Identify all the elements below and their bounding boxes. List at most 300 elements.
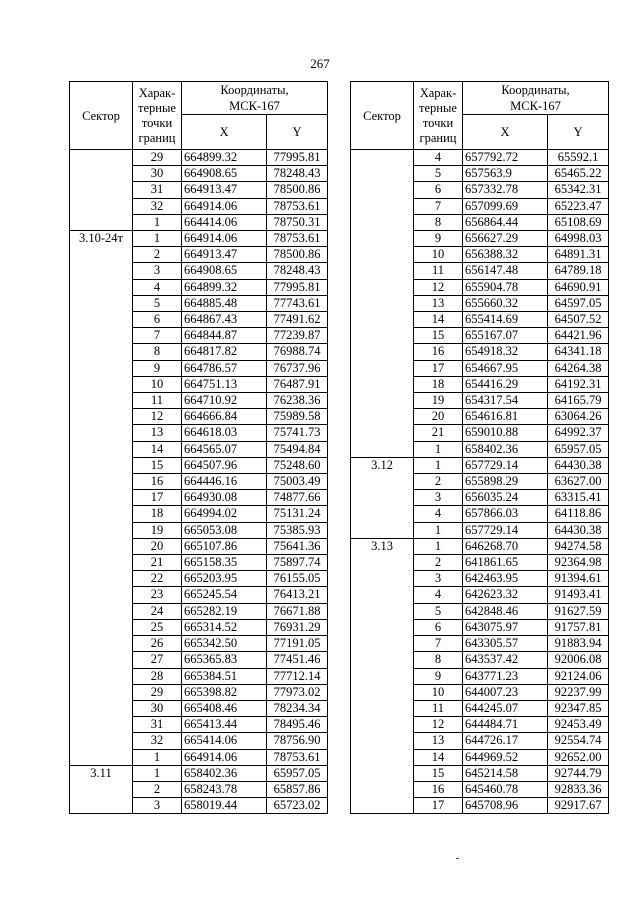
x-coordinate-cell: 656864.44 (463, 214, 548, 230)
sector-cell (351, 700, 414, 716)
table-row (70, 457, 328, 473)
x-coordinate-cell: 657729.14 (463, 457, 548, 473)
x-coordinate-cell: 657563.9 (463, 166, 548, 182)
table-row (351, 247, 609, 263)
sector-cell (70, 636, 133, 652)
point-number-cell: 10 (414, 684, 463, 700)
table-row (70, 360, 328, 376)
sector-cell (351, 279, 414, 295)
header-x: X (182, 115, 267, 150)
sector-cell (351, 555, 414, 571)
sector-cell (70, 295, 133, 311)
point-number-cell: 1 (133, 749, 182, 765)
x-coordinate-cell: 664867.43 (182, 312, 267, 328)
sector-cell (351, 603, 414, 619)
point-number-cell: 4 (414, 150, 463, 166)
x-coordinate-cell: 664914.06 (182, 749, 267, 765)
table-row (70, 717, 328, 733)
point-number-cell: 7 (414, 198, 463, 214)
x-coordinate-cell: 658019.44 (182, 798, 267, 814)
x-coordinate-cell: 664844.87 (182, 328, 267, 344)
point-number-cell: 1 (414, 457, 463, 473)
point-number-cell: 22 (133, 571, 182, 587)
sector-cell (70, 684, 133, 700)
y-coordinate-cell: 64992.37 (548, 425, 609, 441)
y-coordinate-cell: 92364.98 (548, 555, 609, 571)
table-row (70, 441, 328, 457)
table-row (70, 312, 328, 328)
coordinates-table-right (350, 81, 609, 814)
y-coordinate-cell: 64597.05 (548, 295, 609, 311)
y-coordinate-cell: 65465.22 (548, 166, 609, 182)
sector-cell (351, 474, 414, 490)
sector-cell (351, 765, 414, 781)
x-coordinate-cell: 658402.36 (182, 765, 267, 781)
point-number-cell: 31 (133, 182, 182, 198)
sector-cell (351, 684, 414, 700)
point-number-cell: 23 (133, 587, 182, 603)
x-coordinate-cell: 654616.81 (463, 409, 548, 425)
table-row (70, 328, 328, 344)
y-coordinate-cell: 63627.00 (548, 474, 609, 490)
y-coordinate-cell: 91493.41 (548, 587, 609, 603)
table-row (70, 587, 328, 603)
sector-cell (351, 441, 414, 457)
point-number-cell: 32 (133, 733, 182, 749)
table-row (70, 555, 328, 571)
point-number-cell: 18 (133, 506, 182, 522)
table-row (70, 150, 328, 166)
sector-cell (351, 263, 414, 279)
table-row (351, 393, 609, 409)
y-coordinate-cell: 92124.06 (548, 668, 609, 684)
point-number-cell: 8 (414, 652, 463, 668)
y-coordinate-cell: 75494.84 (267, 441, 328, 457)
x-coordinate-cell: 642463.95 (463, 571, 548, 587)
table-row (70, 619, 328, 635)
x-coordinate-cell: 644484.71 (463, 717, 548, 733)
x-coordinate-cell: 659010.88 (463, 425, 548, 441)
point-number-cell: 13 (414, 733, 463, 749)
coordinates-table-right-body (351, 150, 609, 814)
x-coordinate-cell: 656388.32 (463, 247, 548, 263)
point-number-cell: 2 (133, 247, 182, 263)
y-coordinate-cell: 64430.38 (548, 457, 609, 473)
y-coordinate-cell: 64789.18 (548, 263, 609, 279)
table-row (351, 474, 609, 490)
sector-cell (351, 522, 414, 538)
sector-cell (70, 571, 133, 587)
y-coordinate-cell: 76155.05 (267, 571, 328, 587)
x-coordinate-cell: 664507.96 (182, 457, 267, 473)
sector-cell (70, 182, 133, 198)
x-coordinate-cell: 664913.47 (182, 182, 267, 198)
x-coordinate-cell: 641861.65 (463, 555, 548, 571)
x-coordinate-cell: 643305.57 (463, 636, 548, 652)
y-coordinate-cell: 63064.26 (548, 409, 609, 425)
sector-cell: 3.13 (351, 538, 414, 554)
sector-cell (351, 668, 414, 684)
coordinates-table-left (69, 81, 328, 814)
point-number-cell: 16 (414, 344, 463, 360)
sector-cell (351, 619, 414, 635)
point-number-cell: 7 (133, 328, 182, 344)
point-number-cell: 8 (133, 344, 182, 360)
table-row (70, 344, 328, 360)
table-row (351, 214, 609, 230)
header-coordinates (182, 82, 328, 115)
table-row (70, 490, 328, 506)
header-coordinates (463, 82, 609, 115)
x-coordinate-cell: 665408.46 (182, 700, 267, 716)
x-coordinate-cell: 665342.50 (182, 636, 267, 652)
y-coordinate-cell: 92833.36 (548, 781, 609, 797)
point-number-cell: 25 (133, 619, 182, 635)
x-coordinate-cell: 656035.24 (463, 490, 548, 506)
point-number-cell: 13 (133, 425, 182, 441)
point-number-cell: 3 (414, 571, 463, 587)
point-number-cell: 16 (414, 781, 463, 797)
y-coordinate-cell: 78750.31 (267, 214, 328, 230)
table-row (70, 781, 328, 797)
y-coordinate-cell: 78753.61 (267, 198, 328, 214)
y-coordinate-cell: 75897.74 (267, 555, 328, 571)
sector-cell (70, 619, 133, 635)
y-coordinate-cell: 74877.66 (267, 490, 328, 506)
table-row (351, 668, 609, 684)
sector-cell (351, 328, 414, 344)
x-coordinate-cell: 665365.83 (182, 652, 267, 668)
y-coordinate-cell: 65223.47 (548, 198, 609, 214)
y-coordinate-cell: 78248.43 (267, 263, 328, 279)
y-coordinate-cell: 78753.61 (267, 231, 328, 247)
x-coordinate-cell: 665158.35 (182, 555, 267, 571)
x-coordinate-cell: 655660.32 (463, 295, 548, 311)
point-number-cell: 14 (414, 312, 463, 328)
x-coordinate-cell: 664899.32 (182, 279, 267, 295)
table-row (70, 182, 328, 198)
table-row (351, 490, 609, 506)
x-coordinate-cell: 656147.48 (463, 263, 548, 279)
x-coordinate-cell: 645708.96 (463, 798, 548, 814)
table-row (351, 198, 609, 214)
y-coordinate-cell: 76487.91 (267, 376, 328, 392)
x-coordinate-cell: 655898.29 (463, 474, 548, 490)
point-number-cell: 1 (414, 441, 463, 457)
point-number-cell: 6 (133, 312, 182, 328)
x-coordinate-cell: 664885.48 (182, 295, 267, 311)
sector-cell (70, 700, 133, 716)
table-row (70, 214, 328, 230)
x-coordinate-cell: 665203.95 (182, 571, 267, 587)
point-number-cell: 15 (414, 765, 463, 781)
point-number-cell: 21 (133, 555, 182, 571)
table-row (351, 538, 609, 554)
sector-cell (351, 506, 414, 522)
table-row (351, 425, 609, 441)
x-coordinate-cell: 664899.32 (182, 150, 267, 166)
x-coordinate-cell: 654918.32 (463, 344, 548, 360)
y-coordinate-cell: 76413.21 (267, 587, 328, 603)
table-row (70, 231, 328, 247)
y-coordinate-cell: 77712.14 (267, 668, 328, 684)
x-coordinate-cell: 657332.78 (463, 182, 548, 198)
table-row (351, 150, 609, 166)
sector-cell (351, 344, 414, 360)
point-number-cell: 27 (133, 652, 182, 668)
table-row (70, 263, 328, 279)
sector-cell (70, 360, 133, 376)
sector-cell (70, 538, 133, 554)
y-coordinate-cell: 77191.05 (267, 636, 328, 652)
table-row (351, 263, 609, 279)
point-number-cell: 18 (414, 376, 463, 392)
table-row (351, 376, 609, 392)
x-coordinate-cell: 657729.14 (463, 522, 548, 538)
y-coordinate-cell: 64998.03 (548, 231, 609, 247)
point-number-cell: 12 (414, 279, 463, 295)
x-coordinate-cell: 664914.06 (182, 231, 267, 247)
x-coordinate-cell: 664908.65 (182, 166, 267, 182)
table-row (351, 781, 609, 797)
sector-cell (351, 733, 414, 749)
y-coordinate-cell: 92554.74 (548, 733, 609, 749)
table-row (351, 603, 609, 619)
point-number-cell: 5 (414, 603, 463, 619)
point-number-cell: 16 (133, 474, 182, 490)
x-coordinate-cell: 654667.95 (463, 360, 548, 376)
header-coordinates-text: Координаты, МСК-167 (501, 83, 570, 113)
sector-cell (70, 733, 133, 749)
point-number-cell: 17 (414, 798, 463, 814)
table-row (70, 571, 328, 587)
point-number-cell: 3 (133, 798, 182, 814)
y-coordinate-cell: 76671.88 (267, 603, 328, 619)
point-number-cell: 26 (133, 636, 182, 652)
table-row (351, 344, 609, 360)
y-coordinate-cell: 64421.96 (548, 328, 609, 344)
sector-cell (70, 150, 133, 166)
table-row (70, 166, 328, 182)
point-number-cell: 32 (133, 198, 182, 214)
x-coordinate-cell: 654317.54 (463, 393, 548, 409)
sector-cell (70, 474, 133, 490)
x-coordinate-cell: 665314.52 (182, 619, 267, 635)
point-number-cell: 15 (133, 457, 182, 473)
y-coordinate-cell: 65108.69 (548, 214, 609, 230)
y-coordinate-cell: 75131.24 (267, 506, 328, 522)
table-row (351, 231, 609, 247)
table-row (351, 798, 609, 814)
table-row (70, 652, 328, 668)
sector-cell (351, 166, 414, 182)
x-coordinate-cell: 665384.51 (182, 668, 267, 684)
sector-cell (70, 603, 133, 619)
sector-cell (351, 360, 414, 376)
y-coordinate-cell: 92652.00 (548, 749, 609, 765)
sector-cell (351, 198, 414, 214)
sector-cell (351, 214, 414, 230)
x-coordinate-cell: 658243.78 (182, 781, 267, 797)
x-coordinate-cell: 665245.54 (182, 587, 267, 603)
x-coordinate-cell: 664914.06 (182, 198, 267, 214)
sector-cell (70, 781, 133, 797)
point-number-cell: 19 (133, 522, 182, 538)
x-coordinate-cell: 643075.97 (463, 619, 548, 635)
y-coordinate-cell: 78495.46 (267, 717, 328, 733)
x-coordinate-cell: 664414.06 (182, 214, 267, 230)
table-row (351, 506, 609, 522)
y-coordinate-cell: 78753.61 (267, 749, 328, 765)
x-coordinate-cell: 656627.29 (463, 231, 548, 247)
x-coordinate-cell: 642623.32 (463, 587, 548, 603)
sector-cell (70, 749, 133, 765)
y-coordinate-cell: 64192.31 (548, 376, 609, 392)
y-coordinate-cell: 75385.93 (267, 522, 328, 538)
x-coordinate-cell: 664913.47 (182, 247, 267, 263)
table-row (70, 700, 328, 716)
x-coordinate-cell: 654416.29 (463, 376, 548, 392)
x-coordinate-cell: 664666.84 (182, 409, 267, 425)
point-number-cell: 2 (133, 781, 182, 797)
point-number-cell: 13 (414, 295, 463, 311)
point-number-cell: 3 (414, 490, 463, 506)
sector-cell: 3.11 (70, 765, 133, 781)
sector-cell (70, 652, 133, 668)
y-coordinate-cell: 77973.02 (267, 684, 328, 700)
y-coordinate-cell: 64264.38 (548, 360, 609, 376)
point-number-cell: 12 (133, 409, 182, 425)
table-row (351, 555, 609, 571)
point-number-cell: 6 (414, 619, 463, 635)
x-coordinate-cell: 665413.44 (182, 717, 267, 733)
sector-cell (70, 490, 133, 506)
point-number-cell: 1 (414, 522, 463, 538)
y-coordinate-cell: 75003.49 (267, 474, 328, 490)
point-number-cell: 29 (133, 684, 182, 700)
point-number-cell: 1 (133, 765, 182, 781)
table-row (351, 652, 609, 668)
point-number-cell: 8 (414, 214, 463, 230)
table-row (70, 733, 328, 749)
sector-cell (70, 668, 133, 684)
y-coordinate-cell: 91627.59 (548, 603, 609, 619)
sector-cell (70, 376, 133, 392)
table-row (70, 636, 328, 652)
sector-cell (351, 312, 414, 328)
table-row (351, 457, 609, 473)
y-coordinate-cell: 91757.81 (548, 619, 609, 635)
y-coordinate-cell: 76737.96 (267, 360, 328, 376)
point-number-cell: 1 (414, 538, 463, 554)
sector-cell (70, 457, 133, 473)
x-coordinate-cell: 664446.16 (182, 474, 267, 490)
table-row (70, 376, 328, 392)
x-coordinate-cell: 664751.13 (182, 376, 267, 392)
table-row (351, 328, 609, 344)
y-coordinate-cell: 63315.41 (548, 490, 609, 506)
sector-cell (351, 231, 414, 247)
sector-cell: 3.10-24т (70, 231, 133, 247)
sector-cell (351, 182, 414, 198)
sector-cell (70, 198, 133, 214)
table-row (70, 798, 328, 814)
sector-cell (70, 166, 133, 182)
sector-cell (70, 425, 133, 441)
x-coordinate-cell: 644245.07 (463, 700, 548, 716)
y-coordinate-cell: 65592.1 (548, 150, 609, 166)
sector-cell: 3.12 (351, 457, 414, 473)
y-coordinate-cell: 78234.34 (267, 700, 328, 716)
header-x: X (463, 115, 548, 150)
x-coordinate-cell: 664565.07 (182, 441, 267, 457)
sector-cell (70, 409, 133, 425)
point-number-cell: 14 (133, 441, 182, 457)
sector-cell (351, 587, 414, 603)
x-coordinate-cell: 644007.23 (463, 684, 548, 700)
point-number-cell: 5 (414, 166, 463, 182)
point-number-cell: 4 (414, 506, 463, 522)
y-coordinate-cell: 78500.86 (267, 182, 328, 198)
table-row (351, 587, 609, 603)
x-coordinate-cell: 643771.23 (463, 668, 548, 684)
point-number-cell: 7 (414, 636, 463, 652)
x-coordinate-cell: 658402.36 (463, 441, 548, 457)
y-coordinate-cell: 75741.73 (267, 425, 328, 441)
x-coordinate-cell: 657792.72 (463, 150, 548, 166)
y-coordinate-cell: 78248.43 (267, 166, 328, 182)
sector-cell (351, 652, 414, 668)
table-row (351, 636, 609, 652)
x-coordinate-cell: 642848.46 (463, 603, 548, 619)
point-number-cell: 4 (133, 279, 182, 295)
x-coordinate-cell: 664786.57 (182, 360, 267, 376)
sector-cell (70, 214, 133, 230)
point-number-cell: 9 (414, 231, 463, 247)
point-number-cell: 21 (414, 425, 463, 441)
y-coordinate-cell: 65857.86 (267, 781, 328, 797)
x-coordinate-cell: 655904.78 (463, 279, 548, 295)
point-number-cell: 20 (133, 538, 182, 554)
point-number-cell: 20 (414, 409, 463, 425)
table-row (351, 182, 609, 198)
x-coordinate-cell: 664710.92 (182, 393, 267, 409)
table-row (70, 749, 328, 765)
sector-cell (70, 312, 133, 328)
x-coordinate-cell: 645460.78 (463, 781, 548, 797)
y-coordinate-cell: 77995.81 (267, 150, 328, 166)
sector-cell (351, 150, 414, 166)
y-coordinate-cell: 92917.67 (548, 798, 609, 814)
sector-cell (351, 376, 414, 392)
y-coordinate-cell: 65723.02 (267, 798, 328, 814)
point-number-cell: 9 (133, 360, 182, 376)
point-number-cell: 10 (133, 376, 182, 392)
header-sector: Сектор (70, 82, 133, 150)
y-coordinate-cell: 78500.86 (267, 247, 328, 263)
header-characteristic-points (414, 82, 463, 150)
point-number-cell: 1 (133, 231, 182, 247)
table-row (70, 279, 328, 295)
x-coordinate-cell: 664817.82 (182, 344, 267, 360)
sector-cell (70, 522, 133, 538)
y-coordinate-cell: 91394.61 (548, 571, 609, 587)
x-coordinate-cell: 664994.02 (182, 506, 267, 522)
point-number-cell: 17 (414, 360, 463, 376)
sector-cell (351, 295, 414, 311)
sector-cell (70, 328, 133, 344)
point-number-cell: 9 (414, 668, 463, 684)
